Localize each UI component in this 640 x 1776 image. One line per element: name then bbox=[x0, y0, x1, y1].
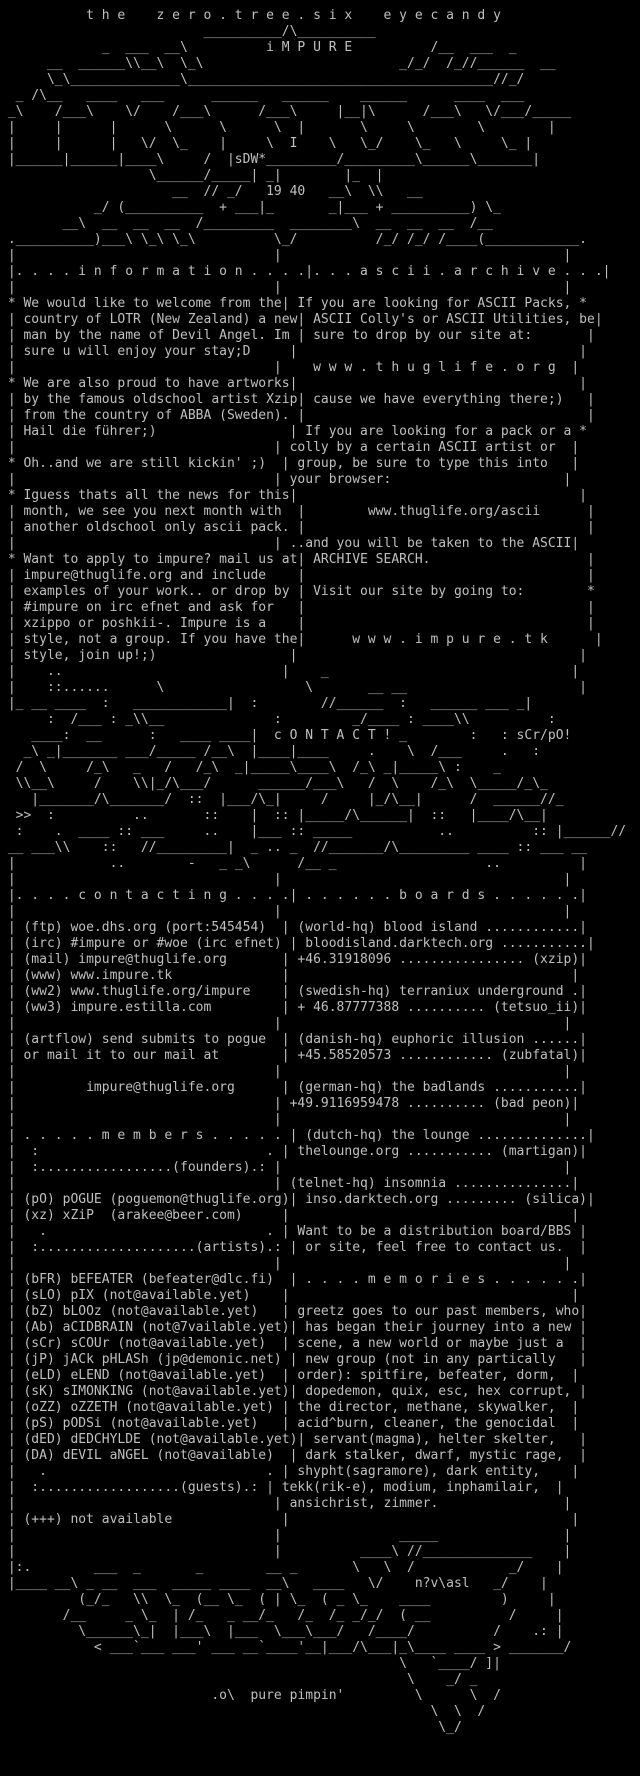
ascii-line: | (jP) jACk pHLASh (jp@demonic.net) | new group (not in any partically | bbox=[0, 1352, 587, 1367]
ascii-line: | :....................(artists).: | or site, feel free to contact us. | bbox=[0, 1240, 587, 1255]
ascii-line: | (ww2) www.thuglife.org/impure | (swedish-hq) terraniux underground .| bbox=[0, 984, 587, 999]
ascii-line: |:. ___ _ _ __ _ \ \ / _/ | bbox=[0, 1560, 564, 1575]
ascii-line: .o\ pure pimpin' \ \ / bbox=[0, 1688, 501, 1703]
ascii-line: | | ____\ //______________ | bbox=[0, 1544, 572, 1559]
ascii-line: | | +49.9116959478 .......... (bad peon)| bbox=[0, 1096, 580, 1111]
ascii-line: | xzippo or poshkii-. Impure is a | | bbox=[0, 616, 595, 631]
ascii-line: >> : .. :: | :: |_____/\______| :: |____/\__| bbox=[0, 808, 548, 823]
ascii-line: | | ..and you will be taken to the ASCII| bbox=[0, 536, 580, 551]
ascii-line: | | _____ | bbox=[0, 1528, 572, 1543]
ascii-line: * Iguess thats all the news for this| | bbox=[0, 488, 587, 503]
ascii-line: | | | bbox=[0, 904, 572, 919]
ascii-line: _/ (__________ + ___|_ _|___ + __________) \_ bbox=[0, 200, 501, 215]
ascii-line: | | | bbox=[0, 248, 572, 263]
ascii-line: __ ______\\__\ \_\ _/_/ /_//______ __ bbox=[0, 56, 556, 71]
ascii-line: \______\_| |___\ |___ \___\___/ /____/ / .: | bbox=[0, 1624, 564, 1639]
ascii-line: | (Ab) aCIDBRAIN (not@7vailable.yet)| has began their journey into a new | bbox=[0, 1320, 587, 1335]
ascii-line: | or mail it to our mail at | +45.58520573 ............ (zubfatal)| bbox=[0, 1048, 587, 1063]
ascii-line: | (pO) pOGUE (poguemon@thuglife.org)| inso.darktech.org ......... (silica)| bbox=[0, 1192, 595, 1207]
ascii-line: | . . | Want to be a distribution board/BBS | bbox=[0, 1224, 587, 1239]
ascii-line: | (xz) xZiP (arakee@beer.com) | | bbox=[0, 1208, 580, 1223]
ascii-line: | | | bbox=[0, 280, 572, 295]
ascii-line: |. . . . c o n t a c t i n g . . . .| . . . . . . b o a r d s . . . . . .| bbox=[0, 888, 587, 903]
ascii-line: | (bZ) bLOOz (not@available.yet) | greetz goes to our past members, who| bbox=[0, 1304, 587, 1319]
ascii-line: * We are also proud to have artworks| | bbox=[0, 376, 587, 391]
ascii-line: | #impure on irc efnet and ask for | | bbox=[0, 600, 595, 615]
ascii-line: | ::...... \ \ __ __ | bbox=[0, 680, 587, 695]
ascii-line: / \ /_\ _ / /_\ _|_____\____\ /_\ _|_____\ : _ bbox=[0, 760, 501, 775]
ascii-line: | country of LOTR (New Zealand) a new| ASCII Colly's or ASCII Utilities, be| bbox=[0, 312, 603, 327]
ascii-line: | another oldschool only ascii pack. | | bbox=[0, 520, 595, 535]
ascii-line: | | | bbox=[0, 1064, 572, 1079]
ascii-line: | (mail) impure@thuglife.org | +46.31918096 ................ (xzip)| bbox=[0, 952, 587, 967]
ascii-line: |____ __\ _ __ ___ _____ ____ __\ ____ \/ n?v\asl _/ | bbox=[0, 1576, 548, 1591]
ascii-line: |______|______|____\ / |sDW*_________/_________\______\_______| bbox=[0, 152, 541, 167]
ascii-line: | by the famous oldschool artist Xzip| cause we have everything there;) | bbox=[0, 392, 595, 407]
ascii-line: | . . . . . m e m b e r s . . . . . | (dutch-hq) the lounge ..............| bbox=[0, 1128, 595, 1143]
ascii-line: | style, not a group. If you have the| w w w . i m p u r e . t k | bbox=[0, 632, 603, 647]
ascii-line: | (artflow) send submits to pogue | (danish-hq) euphoric illusion ......| bbox=[0, 1032, 587, 1047]
ascii-line: | (ftp) woe.dhs.org (port:545454) | (world-hq) blood island ............| bbox=[0, 920, 587, 935]
ascii-line: : . ____ :: ___ .. |___ :: _____ .. :: |______// bbox=[0, 824, 627, 839]
ascii-line: | | | \/ \_ | \ I \ \_/ \_ \ \_ | bbox=[0, 136, 533, 151]
ascii-line: _\ _|_______ ___/_____ /__\ |____|____ . \ /___ . : bbox=[0, 744, 541, 759]
ascii-line: | | w w w . t h u g l i f e . o r g | bbox=[0, 360, 580, 375]
ascii-line: | | | bbox=[0, 1256, 572, 1271]
ascii-line: __\ __ __ __ /_________ ________\ __ __ __ /__ bbox=[0, 216, 494, 231]
ascii-line: | month, we see you next month with | www.thuglife.org/ascii | bbox=[0, 504, 595, 519]
ascii-line: | :..................(guests).: | tekk(rik-e), modium, inphamilair, | bbox=[0, 1480, 564, 1495]
ascii-line: __________/\__________ bbox=[0, 24, 376, 39]
ascii-line: \ _/ _ bbox=[0, 1672, 478, 1687]
ascii-line: * Want to apply to impure? mail us at| ARCHIVE SEARCH. | bbox=[0, 552, 595, 567]
ascii-line: _\ /___\ \/ /___\ /___\ |__|\ /___\ \/___/_____ bbox=[0, 104, 572, 119]
ascii-line: | (www) www.impure.tk | | bbox=[0, 968, 580, 983]
ascii-line: | sure u will enjoy your stay;D | | bbox=[0, 344, 587, 359]
ascii-line: | (+++) not available | | bbox=[0, 1512, 580, 1527]
ascii-line: |_______/\_______/ :: |___/\_| / |_/\__| / ______//_ bbox=[0, 792, 564, 807]
ascii-line: | :.................(founders).: | | bbox=[0, 1160, 572, 1175]
ascii-line: | (bFR) bEFEATER (befeater@dlc.fi) | . . . . m e m o r i e s . . . . . .| bbox=[0, 1272, 587, 1287]
ascii-line: .__________)___\ \_\ \_\ \_/ /_/ /_/ /____(____________. bbox=[0, 232, 587, 247]
ascii-line: | examples of your work.. or drop by | Visit our site by going to: * bbox=[0, 584, 595, 599]
ascii-line: __ // _/ 19 40 __\ \\ __ bbox=[0, 184, 423, 199]
ascii-line: \ `____/ ]| bbox=[0, 1656, 501, 1671]
ascii-line: | (sK) sIMONKING (not@available.yet)| dopedemon, quix, esc, hex corrupt, | bbox=[0, 1384, 587, 1399]
ascii-line: \_\______________\_______________________________________//_/ bbox=[0, 72, 525, 87]
ascii-line: | . . | shypht(sagramore), dark entity, | bbox=[0, 1464, 580, 1479]
ascii-line: < ___`___ ___' ___ __`____'__|___/\___|_\____ ____ > _______/ bbox=[0, 1640, 572, 1655]
ascii-line: * We would like to welcome from the| If you are looking for ASCII Packs, * bbox=[0, 296, 587, 311]
ascii-line: _ /\__ ____ ___ ______ ______ ______ ____ ___ bbox=[0, 88, 525, 103]
ascii-line: : /___ : _\\__ : _/____ : ____\\ : bbox=[0, 712, 556, 727]
ascii-line: | (oZZ) oZZETH (not@available.yet) | the director, methane, skywalker, | bbox=[0, 1400, 580, 1415]
ascii-line: | (pS) pODSi (not@available.yet) | acid^burn, cleaner, the genocidal | bbox=[0, 1416, 580, 1431]
ascii-line: \ \ / bbox=[0, 1704, 486, 1719]
ascii-line: | (ww3) impure.estilla.com | + 46.87777388 .......... (tetsuo_ii)| bbox=[0, 1000, 587, 1015]
ascii-line: | | (telnet-hq) insomnia ...............| bbox=[0, 1176, 580, 1191]
ascii-line: | | | \ \ \ | \ \ \ | bbox=[0, 120, 556, 135]
ascii-line: | | | bbox=[0, 872, 572, 887]
ascii-line: | .. - _ _\ /__ _ .. | bbox=[0, 856, 587, 871]
ascii-line: | | ansichrist, zimmer. | bbox=[0, 1496, 572, 1511]
ascii-line: ____: __ : ____ ____| c O N T A C T ! _ : : sCr/pO! bbox=[0, 728, 572, 743]
ascii-line: | style, join up!;) | | bbox=[0, 648, 587, 663]
ascii-line: | : . | thelounge.org ........... (martigan)| bbox=[0, 1144, 587, 1159]
ascii-line: | Hail die führer;) | If you are looking for a pack or a * bbox=[0, 424, 587, 439]
ascii-line: | (DA) dEVIL aNGEL (not@available) | dark stalker, dwarf, mystic rage, | bbox=[0, 1448, 587, 1463]
ascii-line: t h e z e r o . t r e e . s i x e y e c a n d y bbox=[0, 8, 501, 23]
ascii-line: | | colly by a certain ASCII artist or | bbox=[0, 440, 580, 455]
ascii-line: /__ _ \_ | /_ _ __/_ /_ /_ _/_/ ( __ / | bbox=[0, 1608, 564, 1623]
ascii-line: \______/_____| _| |_ | bbox=[0, 168, 384, 183]
ascii-line: |_ __ ____ : ____________| : //______ : ______ ___ _| bbox=[0, 696, 533, 711]
ascii-line: | (eLD) eLEND (not@available.yet) | order): spitfire, befeater, dorm, | bbox=[0, 1368, 580, 1383]
ascii-line: | (irc) #impure or #woe (irc efnet) | bloodisland.darktech.org ...........| bbox=[0, 936, 595, 951]
ascii-line: | | | bbox=[0, 1016, 572, 1031]
ascii-line: | | | bbox=[0, 1112, 572, 1127]
ascii-line: \\__\ / \\|_/\___/ ______/___\ / \ /_\ \_____/_\_ bbox=[0, 776, 548, 791]
ascii-line: \_/ bbox=[0, 1720, 462, 1735]
ascii-line: | (dED) dEDCHYLDE (not@available.yet)| servant(magma), helter skelter, | bbox=[0, 1432, 587, 1447]
ascii-line: | from the country of ABBA (Sweden). | | bbox=[0, 408, 595, 423]
ascii-line: | man by the name of Devil Angel. Im | sure to drop by our site at: | bbox=[0, 328, 595, 343]
ascii-line: | .. | _ | bbox=[0, 664, 580, 679]
ascii-line: | impure@thuglife.org | (german-hq) the badlands ...........| bbox=[0, 1080, 587, 1095]
ascii-line: | | your browser: | bbox=[0, 472, 572, 487]
ascii-line: _ ___ __\ i M P U R E /__ ___ _ bbox=[0, 40, 517, 55]
ascii-line: | (sCr) sCOUr (not@available.yet) | scene, a new world or maybe just a | bbox=[0, 1336, 587, 1351]
ascii-line: * Oh..and we are still kickin' ;) | group, be sure to type this into | bbox=[0, 456, 580, 471]
ascii-line: | (sLO) pIX (not@available.yet) | | bbox=[0, 1288, 580, 1303]
ascii-line: |. . . . i n f o r m a t i o n . . . .|. . . a s c i i . a r c h i v e . . .| bbox=[0, 264, 611, 279]
ascii-line: (_/_ \\ \_ (__ \_ ( | \_ ( _ \_ ____ ) | bbox=[0, 1592, 556, 1607]
ascii-line: __ ___\\ :: //_________| _ .. _ //_______/\_________ ____ :: ___ __ bbox=[0, 840, 587, 855]
ascii-line: | impure@thuglife.org and include | | bbox=[0, 568, 595, 583]
